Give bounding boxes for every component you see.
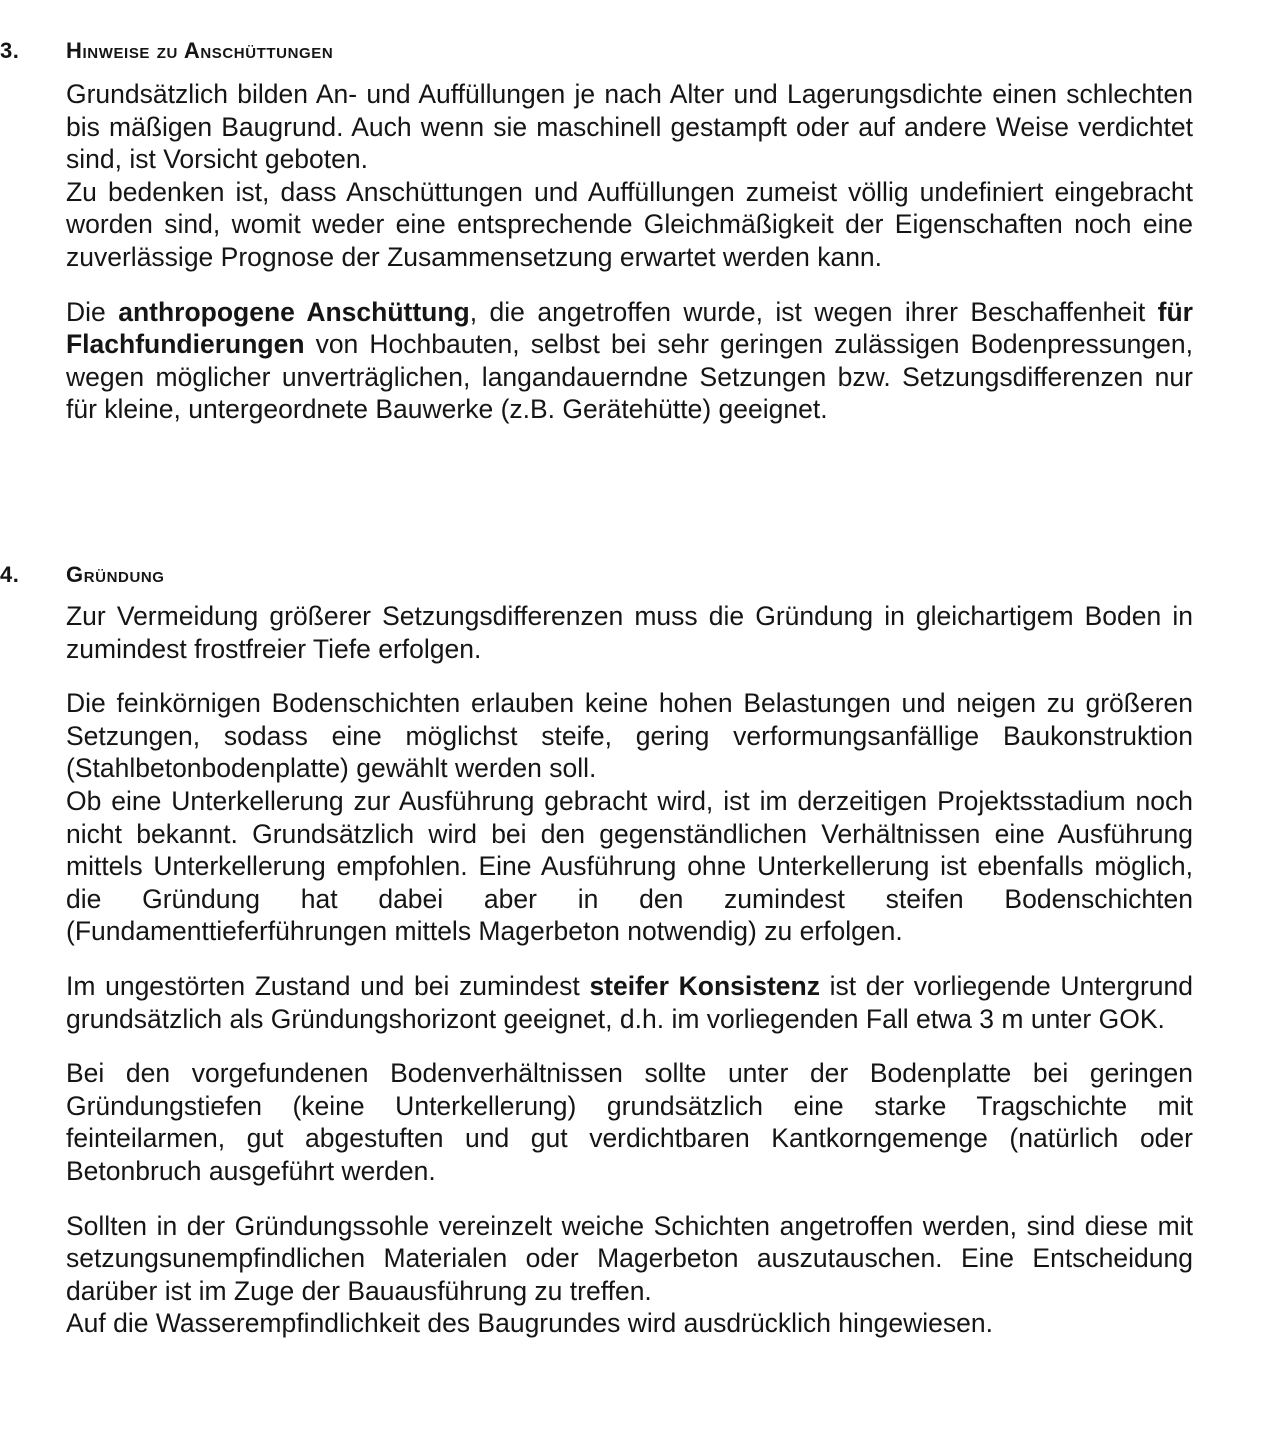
- text-run: Die: [66, 296, 119, 327]
- section-title: Gründung: [66, 562, 165, 587]
- bold-text: für Flachfundierungen: [66, 296, 1193, 360]
- section-3: [0, 32, 1280, 425]
- paragraph: Die feinkörnigen Bodenschichten erlauben keine hohen Belastungen und neigen zu größeren Setzungen, sodass eine möglichst steife, gering verformungsanfällige Baukonstruktion (Stahlbetonbodenplatte) gewählt werden soll.: [66, 688, 1193, 784]
- section-heading: [0, 556, 1280, 596]
- paragraph: Zur Vermeidung größerer Setzungsdifferenzen muss die Gründung in gleichartigem Boden in zumindest frostfreier Tiefe erfolgen.: [66, 601, 1193, 664]
- paragraph: Zu bedenken ist, dass Anschüttungen und Auffüllungen zumeist völlig undefiniert eingebracht worden sind, womit weder eine entsprechende Gleichmäßigkeit der Eigenschaften noch eine zuverlässige Prognose der Zusammensetzung erwartet werden kann.: [66, 176, 1193, 272]
- text-run: , die angetroffen wurde, ist wegen ihrer Beschaffenheit: [469, 296, 1158, 327]
- paragraph: Bei den vorgefundenen Bodenverhältnissen sollte unter der Bodenplatte bei geringen Gründungstiefen (keine Unterkellerung) grundsätzlich eine starke Tragschichte mit feinteilarmen, gut abgestuften und gut verdichtbaren Kantkorngemenge (natürlich oder Betonbruch ausgeführt werden.: [66, 1058, 1193, 1186]
- section-body: [66, 78, 1193, 426]
- bold-text: anthropogene Anschüttung: [118, 296, 470, 327]
- section-body: [66, 600, 1193, 1340]
- paragraph: Sollten in der Gründungssohle vereinzelt weiche Schichten angetroffen werden, sind diese mit setzungsunempfindlichen Materialen oder Magerbeton auszutauschen. Eine Entscheidung darüber ist im Zuge der Bauausführung zu treffen.: [66, 1210, 1193, 1306]
- bold-text: steifer Konsistenz: [589, 970, 820, 1001]
- paragraph: Grundsätzlich bilden An- und Auffüllungen je nach Alter und Lagerungsdichte einen schlechten bis mäßigen Baugrund. Auch wenn sie maschinell gestampft oder auf andere Weise verdichtet sind, ist Vorsicht geboten.: [66, 79, 1193, 175]
- paragraph: Ob eine Unterkellerung zur Ausführung gebracht wird, ist im derzeitigen Projektsstadium noch nicht bekannt. Grundsätzlich wird bei den gegenständlichen Verhältnissen eine Ausführung mittels Unterkellerung empfohlen. Eine Ausführung ohne Unterkellerung ist ebenfalls möglich, die Gründung hat dabei aber in den zumindest steifen Bodenschichten (Fundamenttieferführungen mittels Magerbeton notwendig) zu erfolgen.: [66, 785, 1193, 947]
- section-number: 3.: [0, 38, 20, 63]
- text-run: von Hochbauten, selbst bei sehr geringen zulässigen Bodenpressungen, wegen möglicher unverträglichen, langandauerndne Setzungen bzw. Setzungsdifferenzen nur für kleine, untergeordnete Bauwerke (z.B. Gerätehütte) geeignet.: [66, 329, 1193, 425]
- section-heading: [0, 32, 1280, 72]
- paragraph: [66, 296, 1193, 426]
- paragraph: Auf die Wasserempfindlichkeit des Baugrundes wird ausdrücklich hingewiesen.: [66, 1308, 993, 1339]
- section-title: Hinweise zu Anschüttungen: [66, 38, 334, 63]
- section-4: [0, 556, 1280, 1339]
- text-run: Im ungestörten Zustand und bei zumindest: [66, 970, 590, 1001]
- paragraph: [66, 970, 1193, 1035]
- text-run: ist der vorliegende Untergrund grundsätzlich als Gründungshorizont geeignet, d.h. im vorliegenden Fall etwa 3 m unter GOK.: [66, 970, 1193, 1034]
- section-number: 4.: [0, 562, 20, 587]
